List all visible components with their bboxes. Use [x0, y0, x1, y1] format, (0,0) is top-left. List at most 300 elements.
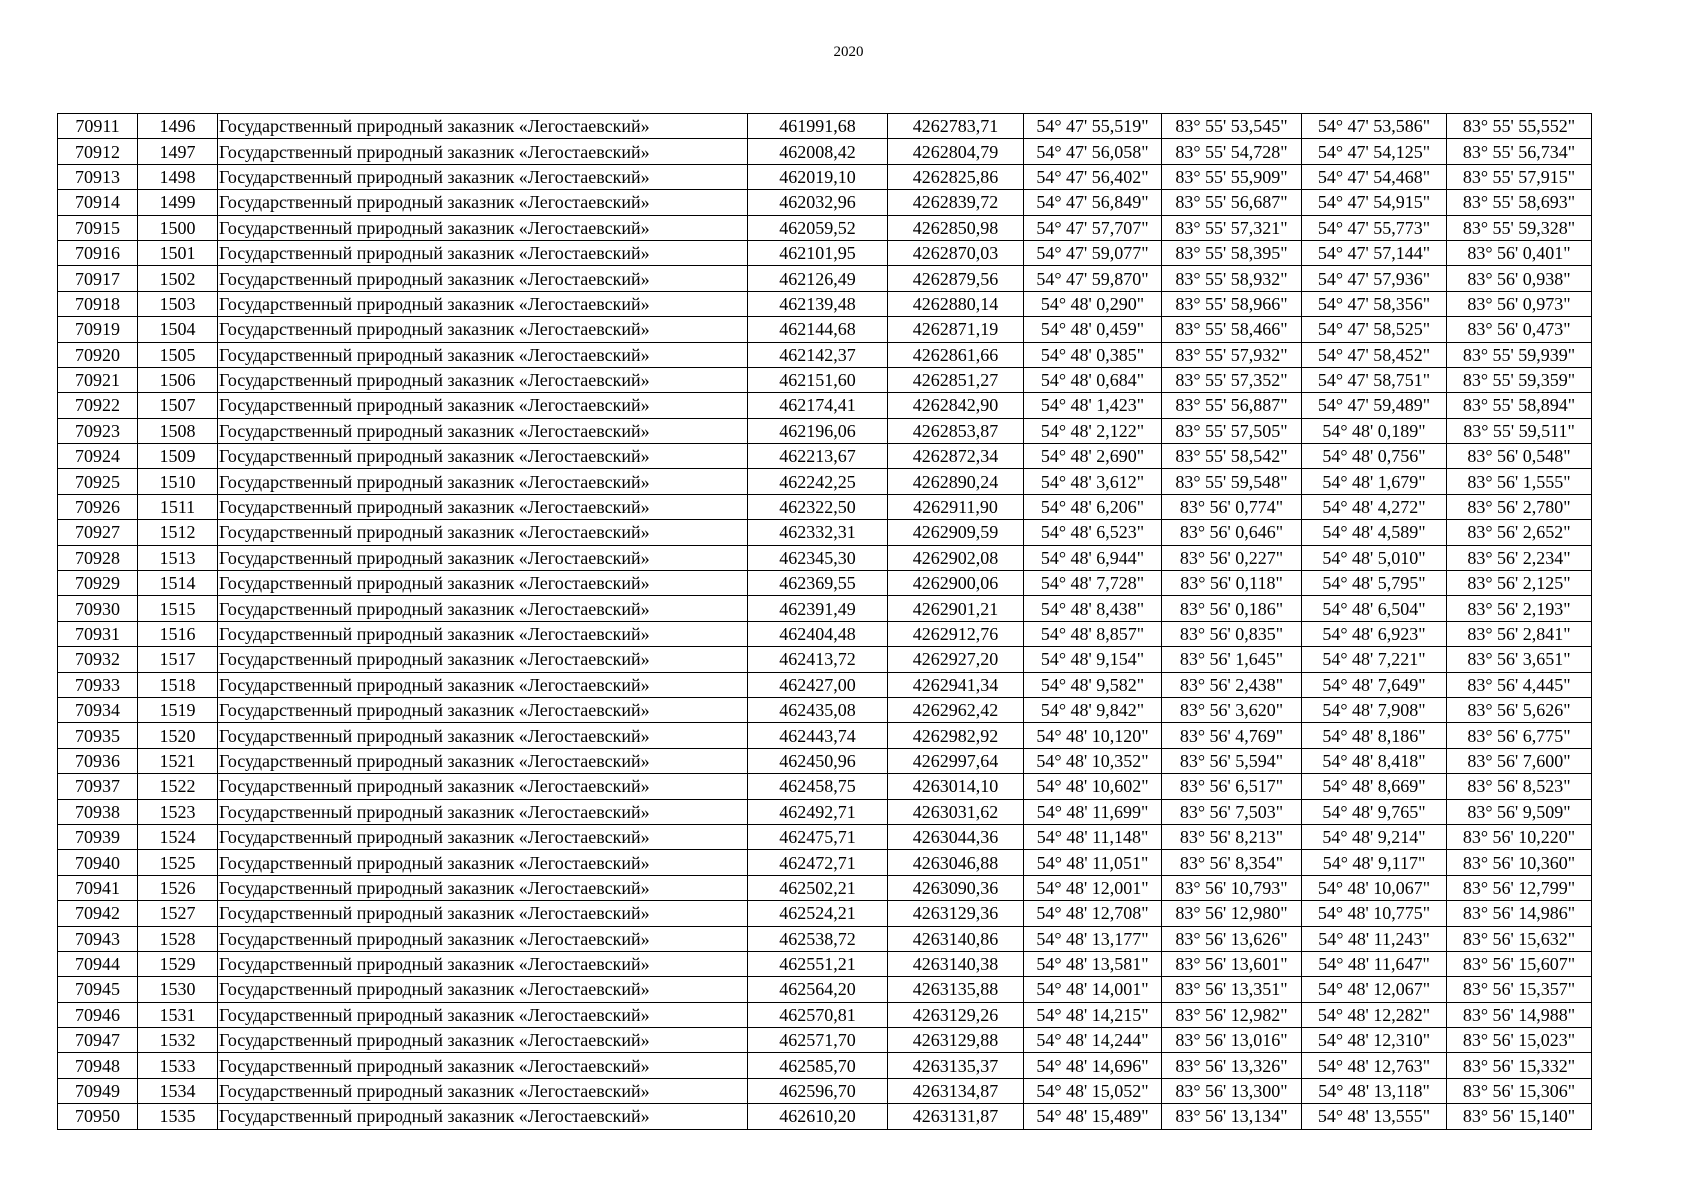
cell-object-name: Государственный природный заказник «Легостаевский» [218, 672, 748, 697]
cell-row-number: 70911 [58, 114, 138, 139]
cell-point-number: 1519 [138, 697, 218, 722]
cell-longitude-2: 83° 56' 2,193" [1447, 596, 1592, 621]
cell-latitude-1: 54° 48' 11,148" [1024, 824, 1162, 849]
cell-object-name: Государственный природный заказник «Легостаевский» [218, 494, 748, 519]
cell-row-number: 70940 [58, 850, 138, 875]
cell-longitude-2: 83° 56' 7,600" [1447, 748, 1592, 773]
cell-y-coordinate: 4262853,87 [888, 418, 1024, 443]
cell-x-coordinate: 462032,96 [748, 190, 888, 215]
cell-longitude-1: 83° 55' 53,545" [1162, 114, 1302, 139]
cell-x-coordinate: 461991,68 [748, 114, 888, 139]
cell-longitude-1: 83° 55' 57,321" [1162, 215, 1302, 240]
cell-longitude-2: 83° 55' 58,693" [1447, 190, 1592, 215]
cell-longitude-1: 83° 55' 58,395" [1162, 240, 1302, 265]
cell-object-name: Государственный природный заказник «Легостаевский» [218, 240, 748, 265]
cell-latitude-2: 54° 48' 4,272" [1302, 494, 1447, 519]
cell-longitude-2: 83° 56' 2,841" [1447, 621, 1592, 646]
cell-latitude-2: 54° 48' 8,418" [1302, 748, 1447, 773]
cell-longitude-1: 83° 55' 58,932" [1162, 266, 1302, 291]
cell-point-number: 1529 [138, 951, 218, 976]
cell-longitude-1: 83° 55' 54,728" [1162, 139, 1302, 164]
cell-y-coordinate: 4262870,03 [888, 240, 1024, 265]
cell-longitude-1: 83° 56' 0,186" [1162, 596, 1302, 621]
cell-object-name: Государственный природный заказник «Легостаевский» [218, 164, 748, 189]
cell-y-coordinate: 4263044,36 [888, 824, 1024, 849]
cell-latitude-1: 54° 48' 12,708" [1024, 901, 1162, 926]
cell-object-name: Государственный природный заказник «Легостаевский» [218, 850, 748, 875]
cell-point-number: 1496 [138, 114, 218, 139]
cell-y-coordinate: 4263135,88 [888, 977, 1024, 1002]
cell-latitude-1: 54° 48' 13,581" [1024, 951, 1162, 976]
cell-y-coordinate: 4262871,19 [888, 317, 1024, 342]
cell-longitude-1: 83° 56' 13,351" [1162, 977, 1302, 1002]
cell-object-name: Государственный природный заказник «Легостаевский» [218, 114, 748, 139]
cell-latitude-1: 54° 48' 13,177" [1024, 926, 1162, 951]
cell-object-name: Государственный природный заказник «Легостаевский» [218, 824, 748, 849]
cell-y-coordinate: 4263129,36 [888, 901, 1024, 926]
cell-y-coordinate: 4263014,10 [888, 774, 1024, 799]
cell-longitude-2: 83° 56' 14,988" [1447, 1002, 1592, 1027]
cell-point-number: 1531 [138, 1002, 218, 1027]
cell-point-number: 1507 [138, 393, 218, 418]
cell-latitude-1: 54° 48' 10,120" [1024, 723, 1162, 748]
cell-latitude-2: 54° 47' 58,751" [1302, 367, 1447, 392]
cell-point-number: 1508 [138, 418, 218, 443]
cell-y-coordinate: 4262927,20 [888, 647, 1024, 672]
cell-object-name: Государственный природный заказник «Легостаевский» [218, 291, 748, 316]
cell-point-number: 1512 [138, 520, 218, 545]
cell-y-coordinate: 4262900,06 [888, 571, 1024, 596]
cell-longitude-2: 83° 56' 2,652" [1447, 520, 1592, 545]
cell-longitude-1: 83° 56' 4,769" [1162, 723, 1302, 748]
cell-x-coordinate: 462427,00 [748, 672, 888, 697]
cell-row-number: 70919 [58, 317, 138, 342]
table-row [58, 266, 1592, 291]
table-row [58, 1002, 1592, 1027]
cell-latitude-2: 54° 47' 58,452" [1302, 342, 1447, 367]
cell-longitude-2: 83° 56' 0,938" [1447, 266, 1592, 291]
cell-x-coordinate: 462242,25 [748, 469, 888, 494]
cell-x-coordinate: 462585,70 [748, 1053, 888, 1078]
cell-latitude-2: 54° 47' 57,936" [1302, 266, 1447, 291]
cell-x-coordinate: 462059,52 [748, 215, 888, 240]
cell-row-number: 70946 [58, 1002, 138, 1027]
cell-longitude-1: 83° 55' 57,932" [1162, 342, 1302, 367]
cell-longitude-1: 83° 56' 7,503" [1162, 799, 1302, 824]
cell-latitude-1: 54° 48' 15,489" [1024, 1104, 1162, 1129]
cell-x-coordinate: 462458,75 [748, 774, 888, 799]
cell-longitude-1: 83° 55' 56,887" [1162, 393, 1302, 418]
cell-row-number: 70926 [58, 494, 138, 519]
cell-y-coordinate: 4262902,08 [888, 545, 1024, 570]
cell-latitude-1: 54° 48' 14,244" [1024, 1028, 1162, 1053]
cell-longitude-1: 83° 56' 13,601" [1162, 951, 1302, 976]
cell-row-number: 70922 [58, 393, 138, 418]
cell-point-number: 1504 [138, 317, 218, 342]
table-row [58, 240, 1592, 265]
cell-latitude-1: 54° 48' 11,051" [1024, 850, 1162, 875]
cell-object-name: Государственный природный заказник «Легостаевский» [218, 621, 748, 646]
cell-longitude-2: 83° 56' 15,632" [1447, 926, 1592, 951]
cell-y-coordinate: 4262880,14 [888, 291, 1024, 316]
cell-row-number: 70925 [58, 469, 138, 494]
cell-latitude-2: 54° 48' 11,243" [1302, 926, 1447, 951]
cell-longitude-1: 83° 55' 58,466" [1162, 317, 1302, 342]
cell-latitude-2: 54° 48' 10,775" [1302, 901, 1447, 926]
table-row [58, 520, 1592, 545]
cell-object-name: Государственный природный заказник «Легостаевский» [218, 1104, 748, 1129]
table-row [58, 342, 1592, 367]
cell-longitude-1: 83° 56' 6,517" [1162, 774, 1302, 799]
table-row [58, 977, 1592, 1002]
cell-longitude-1: 83° 56' 10,793" [1162, 875, 1302, 900]
cell-latitude-1: 54° 48' 2,122" [1024, 418, 1162, 443]
cell-longitude-2: 83° 56' 1,555" [1447, 469, 1592, 494]
cell-row-number: 70913 [58, 164, 138, 189]
cell-x-coordinate: 462475,71 [748, 824, 888, 849]
cell-object-name: Государственный природный заказник «Легостаевский» [218, 596, 748, 621]
table-row [58, 901, 1592, 926]
table-row [58, 723, 1592, 748]
cell-latitude-2: 54° 48' 8,186" [1302, 723, 1447, 748]
cell-point-number: 1514 [138, 571, 218, 596]
table-row [58, 367, 1592, 392]
cell-longitude-2: 83° 56' 14,986" [1447, 901, 1592, 926]
cell-point-number: 1516 [138, 621, 218, 646]
cell-longitude-2: 83° 56' 12,799" [1447, 875, 1592, 900]
table-row [58, 291, 1592, 316]
cell-x-coordinate: 462151,60 [748, 367, 888, 392]
cell-y-coordinate: 4262783,71 [888, 114, 1024, 139]
cell-latitude-1: 54° 48' 10,602" [1024, 774, 1162, 799]
cell-longitude-2: 83° 55' 57,915" [1447, 164, 1592, 189]
cell-point-number: 1527 [138, 901, 218, 926]
cell-latitude-2: 54° 47' 55,773" [1302, 215, 1447, 240]
cell-longitude-2: 83° 56' 0,473" [1447, 317, 1592, 342]
cell-latitude-2: 54° 48' 6,923" [1302, 621, 1447, 646]
cell-row-number: 70916 [58, 240, 138, 265]
cell-row-number: 70944 [58, 951, 138, 976]
cell-latitude-1: 54° 48' 15,052" [1024, 1078, 1162, 1103]
cell-latitude-2: 54° 47' 58,356" [1302, 291, 1447, 316]
cell-longitude-2: 83° 56' 15,332" [1447, 1053, 1592, 1078]
cell-longitude-1: 83° 56' 3,620" [1162, 697, 1302, 722]
cell-x-coordinate: 462174,41 [748, 393, 888, 418]
cell-latitude-2: 54° 48' 1,679" [1302, 469, 1447, 494]
cell-row-number: 70915 [58, 215, 138, 240]
cell-longitude-1: 83° 56' 2,438" [1162, 672, 1302, 697]
cell-latitude-1: 54° 48' 14,215" [1024, 1002, 1162, 1027]
cell-longitude-2: 83° 56' 2,234" [1447, 545, 1592, 570]
cell-longitude-2: 83° 56' 2,780" [1447, 494, 1592, 519]
table-row [58, 596, 1592, 621]
cell-object-name: Государственный природный заказник «Легостаевский» [218, 342, 748, 367]
cell-longitude-2: 83° 55' 55,552" [1447, 114, 1592, 139]
cell-object-name: Государственный природный заказник «Легостаевский» [218, 901, 748, 926]
cell-point-number: 1501 [138, 240, 218, 265]
table-body [58, 114, 1592, 1130]
cell-y-coordinate: 4262909,59 [888, 520, 1024, 545]
table-row [58, 1028, 1592, 1053]
cell-row-number: 70947 [58, 1028, 138, 1053]
cell-point-number: 1535 [138, 1104, 218, 1129]
cell-object-name: Государственный природный заказник «Легостаевский» [218, 545, 748, 570]
cell-object-name: Государственный природный заказник «Легостаевский» [218, 1028, 748, 1053]
cell-latitude-1: 54° 48' 8,857" [1024, 621, 1162, 646]
cell-longitude-2: 83° 56' 5,626" [1447, 697, 1592, 722]
cell-row-number: 70928 [58, 545, 138, 570]
cell-row-number: 70924 [58, 444, 138, 469]
cell-x-coordinate: 462570,81 [748, 1002, 888, 1027]
cell-point-number: 1518 [138, 672, 218, 697]
cell-latitude-1: 54° 48' 1,423" [1024, 393, 1162, 418]
table-row [58, 571, 1592, 596]
table-row [58, 672, 1592, 697]
cell-point-number: 1530 [138, 977, 218, 1002]
cell-latitude-2: 54° 48' 13,555" [1302, 1104, 1447, 1129]
cell-x-coordinate: 462596,70 [748, 1078, 888, 1103]
table-row [58, 164, 1592, 189]
cell-latitude-1: 54° 47' 57,707" [1024, 215, 1162, 240]
cell-y-coordinate: 4263140,86 [888, 926, 1024, 951]
cell-row-number: 70934 [58, 697, 138, 722]
cell-longitude-2: 83° 56' 15,140" [1447, 1104, 1592, 1129]
cell-y-coordinate: 4262842,90 [888, 393, 1024, 418]
cell-x-coordinate: 462502,21 [748, 875, 888, 900]
cell-latitude-1: 54° 48' 14,001" [1024, 977, 1162, 1002]
table-row [58, 824, 1592, 849]
cell-latitude-2: 54° 48' 0,756" [1302, 444, 1447, 469]
cell-y-coordinate: 4263140,38 [888, 951, 1024, 976]
cell-point-number: 1520 [138, 723, 218, 748]
cell-y-coordinate: 4262911,90 [888, 494, 1024, 519]
cell-object-name: Государственный природный заказник «Легостаевский» [218, 875, 748, 900]
cell-latitude-1: 54° 48' 12,001" [1024, 875, 1162, 900]
cell-row-number: 70938 [58, 799, 138, 824]
cell-y-coordinate: 4263129,26 [888, 1002, 1024, 1027]
cell-longitude-1: 83° 56' 13,626" [1162, 926, 1302, 951]
cell-point-number: 1511 [138, 494, 218, 519]
cell-object-name: Государственный природный заказник «Легостаевский» [218, 951, 748, 976]
cell-point-number: 1503 [138, 291, 218, 316]
table-row [58, 774, 1592, 799]
cell-object-name: Государственный природный заказник «Легостаевский» [218, 926, 748, 951]
cell-longitude-1: 83° 55' 59,548" [1162, 469, 1302, 494]
cell-x-coordinate: 462008,42 [748, 139, 888, 164]
cell-longitude-1: 83° 56' 0,118" [1162, 571, 1302, 596]
cell-latitude-1: 54° 48' 3,612" [1024, 469, 1162, 494]
cell-latitude-2: 54° 48' 7,908" [1302, 697, 1447, 722]
cell-longitude-1: 83° 55' 57,352" [1162, 367, 1302, 392]
cell-point-number: 1532 [138, 1028, 218, 1053]
cell-longitude-2: 83° 56' 2,125" [1447, 571, 1592, 596]
cell-latitude-2: 54° 48' 5,795" [1302, 571, 1447, 596]
table-row [58, 926, 1592, 951]
cell-y-coordinate: 4263046,88 [888, 850, 1024, 875]
cell-object-name: Государственный природный заказник «Легостаевский» [218, 418, 748, 443]
cell-latitude-1: 54° 48' 6,523" [1024, 520, 1162, 545]
cell-longitude-1: 83° 56' 13,016" [1162, 1028, 1302, 1053]
cell-row-number: 70933 [58, 672, 138, 697]
cell-row-number: 70949 [58, 1078, 138, 1103]
cell-y-coordinate: 4262872,34 [888, 444, 1024, 469]
cell-latitude-1: 54° 48' 9,582" [1024, 672, 1162, 697]
cell-point-number: 1500 [138, 215, 218, 240]
cell-longitude-1: 83° 55' 57,505" [1162, 418, 1302, 443]
cell-longitude-2: 83° 56' 0,973" [1447, 291, 1592, 316]
table-row [58, 748, 1592, 773]
cell-latitude-2: 54° 47' 57,144" [1302, 240, 1447, 265]
cell-longitude-1: 83° 56' 5,594" [1162, 748, 1302, 773]
cell-object-name: Государственный природный заказник «Легостаевский» [218, 444, 748, 469]
cell-latitude-2: 54° 48' 10,067" [1302, 875, 1447, 900]
cell-x-coordinate: 462101,95 [748, 240, 888, 265]
cell-latitude-1: 54° 47' 56,402" [1024, 164, 1162, 189]
cell-latitude-1: 54° 48' 6,206" [1024, 494, 1162, 519]
table-row [58, 317, 1592, 342]
cell-row-number: 70920 [58, 342, 138, 367]
cell-x-coordinate: 462213,67 [748, 444, 888, 469]
cell-latitude-2: 54° 47' 58,525" [1302, 317, 1447, 342]
cell-longitude-1: 83° 55' 55,909" [1162, 164, 1302, 189]
cell-row-number: 70931 [58, 621, 138, 646]
cell-latitude-1: 54° 48' 8,438" [1024, 596, 1162, 621]
cell-row-number: 70942 [58, 901, 138, 926]
table-row [58, 647, 1592, 672]
cell-row-number: 70929 [58, 571, 138, 596]
cell-y-coordinate: 4263131,87 [888, 1104, 1024, 1129]
cell-object-name: Государственный природный заказник «Легостаевский» [218, 367, 748, 392]
cell-latitude-2: 54° 48' 7,221" [1302, 647, 1447, 672]
cell-longitude-2: 83° 56' 0,401" [1447, 240, 1592, 265]
cell-point-number: 1509 [138, 444, 218, 469]
cell-y-coordinate: 4262890,24 [888, 469, 1024, 494]
cell-y-coordinate: 4262982,92 [888, 723, 1024, 748]
cell-latitude-2: 54° 48' 12,282" [1302, 1002, 1447, 1027]
cell-x-coordinate: 462538,72 [748, 926, 888, 951]
cell-x-coordinate: 462571,70 [748, 1028, 888, 1053]
cell-point-number: 1528 [138, 926, 218, 951]
cell-latitude-1: 54° 48' 0,290" [1024, 291, 1162, 316]
table-row [58, 799, 1592, 824]
table-row [58, 469, 1592, 494]
cell-x-coordinate: 462404,48 [748, 621, 888, 646]
cell-latitude-2: 54° 48' 5,010" [1302, 545, 1447, 570]
cell-x-coordinate: 462610,20 [748, 1104, 888, 1129]
cell-object-name: Государственный природный заказник «Легостаевский» [218, 1078, 748, 1103]
cell-point-number: 1502 [138, 266, 218, 291]
cell-row-number: 70932 [58, 647, 138, 672]
cell-latitude-2: 54° 47' 54,915" [1302, 190, 1447, 215]
cell-latitude-2: 54° 48' 12,067" [1302, 977, 1447, 1002]
cell-latitude-2: 54° 48' 9,214" [1302, 824, 1447, 849]
cell-latitude-2: 54° 47' 54,468" [1302, 164, 1447, 189]
cell-y-coordinate: 4263135,37 [888, 1053, 1024, 1078]
cell-row-number: 70927 [58, 520, 138, 545]
cell-point-number: 1515 [138, 596, 218, 621]
cell-x-coordinate: 462142,37 [748, 342, 888, 367]
cell-longitude-1: 83° 56' 8,213" [1162, 824, 1302, 849]
cell-point-number: 1506 [138, 367, 218, 392]
cell-object-name: Государственный природный заказник «Легостаевский» [218, 190, 748, 215]
cell-object-name: Государственный природный заказник «Легостаевский» [218, 774, 748, 799]
cell-latitude-1: 54° 48' 11,699" [1024, 799, 1162, 824]
cell-point-number: 1510 [138, 469, 218, 494]
cell-latitude-2: 54° 48' 8,669" [1302, 774, 1447, 799]
table-row [58, 444, 1592, 469]
cell-object-name: Государственный природный заказник «Легостаевский» [218, 469, 748, 494]
cell-latitude-1: 54° 47' 59,870" [1024, 266, 1162, 291]
cell-x-coordinate: 462435,08 [748, 697, 888, 722]
cell-point-number: 1505 [138, 342, 218, 367]
table-row [58, 621, 1592, 646]
cell-y-coordinate: 4263090,36 [888, 875, 1024, 900]
cell-x-coordinate: 462564,20 [748, 977, 888, 1002]
cell-longitude-1: 83° 56' 12,980" [1162, 901, 1302, 926]
cell-point-number: 1499 [138, 190, 218, 215]
cell-y-coordinate: 4262804,79 [888, 139, 1024, 164]
cell-longitude-2: 83° 55' 59,359" [1447, 367, 1592, 392]
table-row [58, 494, 1592, 519]
table-row [58, 1078, 1592, 1103]
cell-point-number: 1497 [138, 139, 218, 164]
cell-x-coordinate: 462472,71 [748, 850, 888, 875]
cell-row-number: 70948 [58, 1053, 138, 1078]
cell-longitude-1: 83° 56' 1,645" [1162, 647, 1302, 672]
table-row [58, 1104, 1592, 1129]
cell-longitude-2: 83° 56' 8,523" [1447, 774, 1592, 799]
cell-latitude-2: 54° 48' 6,504" [1302, 596, 1447, 621]
cell-y-coordinate: 4262850,98 [888, 215, 1024, 240]
cell-object-name: Государственный природный заказник «Легостаевский» [218, 1053, 748, 1078]
cell-x-coordinate: 462196,06 [748, 418, 888, 443]
cell-row-number: 70912 [58, 139, 138, 164]
cell-row-number: 70941 [58, 875, 138, 900]
cell-latitude-1: 54° 47' 59,077" [1024, 240, 1162, 265]
cell-longitude-2: 83° 55' 59,939" [1447, 342, 1592, 367]
cell-longitude-2: 83° 56' 15,306" [1447, 1078, 1592, 1103]
cell-longitude-2: 83° 55' 58,894" [1447, 393, 1592, 418]
cell-object-name: Государственный природный заказник «Легостаевский» [218, 723, 748, 748]
cell-point-number: 1533 [138, 1053, 218, 1078]
cell-latitude-1: 54° 48' 7,728" [1024, 571, 1162, 596]
cell-latitude-1: 54° 48' 9,154" [1024, 647, 1162, 672]
cell-latitude-2: 54° 48' 9,765" [1302, 799, 1447, 824]
cell-latitude-1: 54° 47' 55,519" [1024, 114, 1162, 139]
cell-longitude-1: 83° 56' 0,227" [1162, 545, 1302, 570]
cell-x-coordinate: 462139,48 [748, 291, 888, 316]
cell-point-number: 1522 [138, 774, 218, 799]
cell-x-coordinate: 462369,55 [748, 571, 888, 596]
cell-longitude-2: 83° 56' 4,445" [1447, 672, 1592, 697]
cell-object-name: Государственный природный заказник «Легостаевский» [218, 799, 748, 824]
cell-x-coordinate: 462443,74 [748, 723, 888, 748]
cell-object-name: Государственный природный заказник «Легостаевский» [218, 266, 748, 291]
cell-x-coordinate: 462345,30 [748, 545, 888, 570]
table-row [58, 393, 1592, 418]
table-row [58, 850, 1592, 875]
table-row [58, 418, 1592, 443]
cell-longitude-2: 83° 56' 9,509" [1447, 799, 1592, 824]
table-row [58, 190, 1592, 215]
cell-row-number: 70923 [58, 418, 138, 443]
cell-longitude-2: 83° 56' 10,220" [1447, 824, 1592, 849]
cell-point-number: 1524 [138, 824, 218, 849]
cell-y-coordinate: 4262839,72 [888, 190, 1024, 215]
cell-row-number: 70937 [58, 774, 138, 799]
cell-row-number: 70930 [58, 596, 138, 621]
cell-longitude-1: 83° 55' 58,542" [1162, 444, 1302, 469]
